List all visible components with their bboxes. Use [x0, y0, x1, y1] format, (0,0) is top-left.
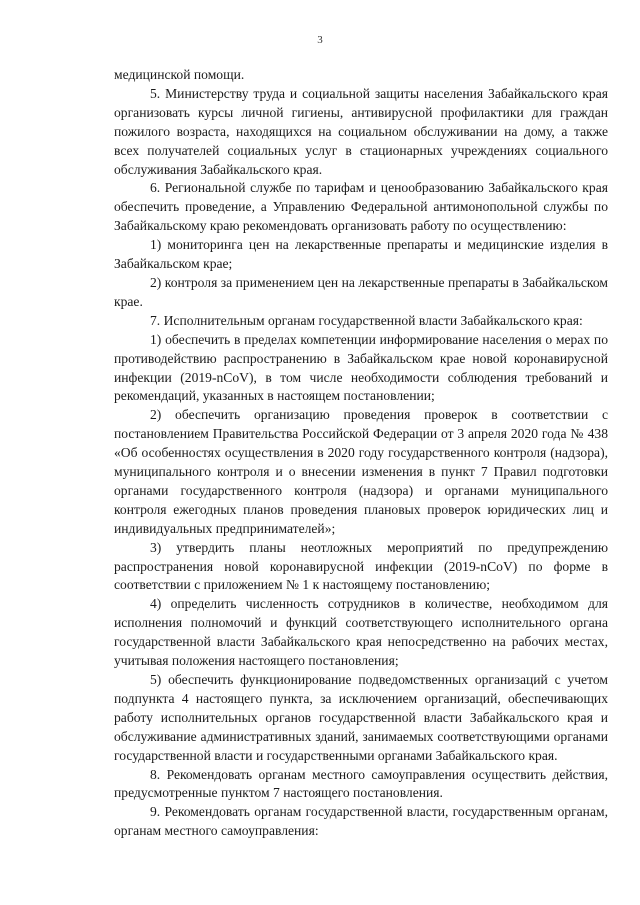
- paragraph: 3) утвердить планы неотложных мероприятий по предупреждению распространения новой коронавирусной инфекции (2019-nCoV) по форме в соответствии с приложением № 1 к настоящему постановлению;: [114, 539, 608, 593]
- paragraph: 5) обеспечить функционирование подведомственных организаций с учетом подпункта 4 настоящего пункта, за исключением организаций, обеспечивающих работу исполнительных органов государственной власти Забайкальского края и обслуживание административных зданий, занимаемых соответствующими органами государственной власти и государственными органами Забайкальского края.: [114, 672, 608, 763]
- paragraph: 1) мониторинга цен на лекарственные препараты и медицинские изделия в Забайкальском крае;: [114, 237, 608, 272]
- paragraph: 9. Рекомендовать органам государственной власти, государственным органам, органам местного самоуправления:: [114, 804, 608, 839]
- paragraph: 5. Министерству труда и социальной защиты населения Забайкальского края организовать курсы личной гигиены, антивирусной профилактики для граждан пожилого возраста, находящихся на социальном обслуживании на дому, а также всех получателей социальных услуг в стационарных учреждениях социального обслуживания Забайкальского края.: [114, 85, 608, 177]
- paragraph: 7. Исполнительным органам государственной власти Забайкальского края:: [150, 312, 583, 328]
- paragraph: 8. Рекомендовать органам местного самоуправления осуществить действия, предусмотренные пунктом 7 настоящего постановления.: [114, 766, 608, 801]
- paragraph: 2) контроля за применением цен на лекарственные препараты в Забайкальском крае.: [114, 274, 608, 309]
- paragraph: 6. Региональной службе по тарифам и ценообразованию Забайкальского края обеспечить проведение, а Управлению Федеральной антимонопольной службы по Забайкальскому краю рекомендовать организовать работу по осуществлению:: [114, 180, 608, 234]
- paragraph: медицинской помощи.: [114, 67, 245, 82]
- paragraph: 2) обеспечить организацию проведения проверок в соответствии с постановлением Правительства Российской Федерации от 3 апреля 2020 года № 438 «Об особенностях осуществления в 2020 году государственного контроля (надзора), муниципального контроля и о внесении изменения в пункт 7 Правил подготовки органами государственного контроля (надзора) и органами муниципального контроля ежегодных планов проведения плановых проверок юридических лиц и индивидуальных предпринимателей»;: [114, 407, 608, 536]
- paragraph: 4) определить численность сотрудников в количестве, необходимом для исполнения полномочий и функций соответствующего исполнительного органа государственной власти Забайкальского края непосредственно на рабочих местах, учитывая положения настоящего постановления;: [114, 596, 608, 669]
- document-body: [114, 66, 608, 841]
- page-number: 3: [317, 34, 323, 46]
- paragraph: 1) обеспечить в пределах компетенции информирование населения о мерах по противодействию распространению в Забайкальском крае новой коронавирусной инфекции (2019-nCoV), в том числе необходимости соблюдения требований и рекомендаций, указанных в настоящем постановлении;: [114, 331, 608, 404]
